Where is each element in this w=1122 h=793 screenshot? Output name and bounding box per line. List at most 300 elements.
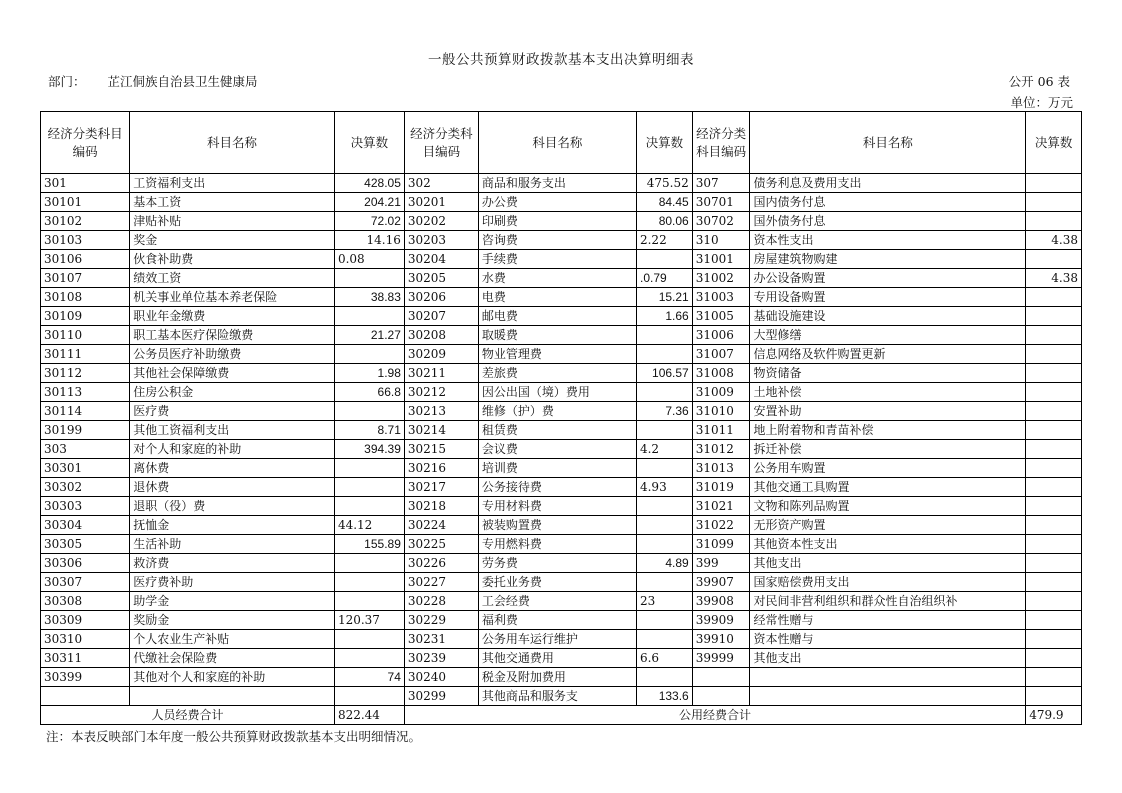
cell-amount <box>636 345 692 364</box>
cell-code: 310 <box>692 231 750 250</box>
cell-amount: 475.52 <box>636 174 692 193</box>
cell-name: 专用燃料费 <box>478 535 636 554</box>
cell-code: 30206 <box>404 288 478 307</box>
cell-name: 手续费 <box>478 250 636 269</box>
cell-amount: 204.21 <box>334 193 404 212</box>
table-row <box>41 630 1082 649</box>
cell-name: 物资储备 <box>750 364 1026 383</box>
cell-code: 30211 <box>404 364 478 383</box>
cell-code: 31022 <box>692 516 750 535</box>
cell-amount <box>334 459 404 478</box>
cell-code: 30109 <box>41 307 130 326</box>
cell-name: 伙食补助费 <box>130 250 335 269</box>
cell-name: 医疗费 <box>130 402 335 421</box>
cell-amount <box>636 421 692 440</box>
table-row <box>41 573 1082 592</box>
cell-name: 国内债务付息 <box>750 193 1026 212</box>
cell-name: 资本性支出 <box>750 231 1026 250</box>
cell-amount <box>636 459 692 478</box>
cell-code: 31001 <box>692 250 750 269</box>
cell-amount <box>334 402 404 421</box>
cell-code: 31099 <box>692 535 750 554</box>
cell-name: 离休费 <box>130 459 335 478</box>
cell-amount: 14.16 <box>334 231 404 250</box>
cell-code: 30216 <box>404 459 478 478</box>
unit-label: 单位：万元 <box>1010 95 1073 110</box>
cell-code: 31006 <box>692 326 750 345</box>
personnel-total-value: 822.44 <box>334 706 404 725</box>
cell-code: 30199 <box>41 421 130 440</box>
cell-amount: 23 <box>636 592 692 611</box>
table-row <box>41 687 1082 706</box>
cell-amount <box>334 554 404 573</box>
cell-amount <box>1026 649 1082 668</box>
cell-code: 31002 <box>692 269 750 288</box>
table-row <box>41 193 1082 212</box>
cell-name: 其他资本性支出 <box>750 535 1026 554</box>
column-header: 经济分类科目编码 <box>692 112 750 174</box>
cell-name: 拆迁补偿 <box>750 440 1026 459</box>
cell-name: 其他社会保障缴费 <box>130 364 335 383</box>
cell-code: 31019 <box>692 478 750 497</box>
cell-code: 30229 <box>404 611 478 630</box>
cell-code: 31013 <box>692 459 750 478</box>
cell-name: 津贴补贴 <box>130 212 335 231</box>
column-header: 决算数 <box>1026 112 1082 174</box>
cell-code: 39910 <box>692 630 750 649</box>
cell-code: 30305 <box>41 535 130 554</box>
table-row <box>41 478 1082 497</box>
cell-code: 30212 <box>404 383 478 402</box>
cell-code: 30301 <box>41 459 130 478</box>
table-row <box>41 383 1082 402</box>
cell-amount: 428.05 <box>334 174 404 193</box>
department-label: 部门： <box>48 74 86 89</box>
cell-amount <box>1026 573 1082 592</box>
cell-name: 抚恤金 <box>130 516 335 535</box>
cell-name: 劳务费 <box>478 554 636 573</box>
cell-amount <box>334 497 404 516</box>
cell-amount: 72.02 <box>334 212 404 231</box>
cell-name: 生活补助 <box>130 535 335 554</box>
cell-amount <box>334 345 404 364</box>
cell-code: 30113 <box>41 383 130 402</box>
cell-name: 办公费 <box>478 193 636 212</box>
public-total-label: 公用经费合计 <box>404 706 1025 725</box>
cell-amount: 15.21 <box>636 288 692 307</box>
table-body <box>41 174 1082 706</box>
table-row <box>41 231 1082 250</box>
cell-code: 30308 <box>41 592 130 611</box>
cell-amount <box>636 516 692 535</box>
cell-name: 房屋建筑物购建 <box>750 250 1026 269</box>
cell-name: 退休费 <box>130 478 335 497</box>
column-header: 经济分类科目编码 <box>41 112 130 174</box>
cell-name: 邮电费 <box>478 307 636 326</box>
cell-name: 其他工资福利支出 <box>130 421 335 440</box>
cell-amount <box>1026 554 1082 573</box>
cell-amount: 4.38 <box>1026 269 1082 288</box>
table-row <box>41 421 1082 440</box>
public-total-value: 479.9 <box>1026 706 1082 725</box>
cell-code: 30107 <box>41 269 130 288</box>
cell-name: 被装购置费 <box>478 516 636 535</box>
table-row <box>41 497 1082 516</box>
cell-amount <box>1026 326 1082 345</box>
cell-name: 基本工资 <box>130 193 335 212</box>
cell-name <box>750 687 1026 706</box>
cell-code: 31005 <box>692 307 750 326</box>
cell-amount: 106.57 <box>636 364 692 383</box>
cell-name: 专用材料费 <box>478 497 636 516</box>
cell-code: 30203 <box>404 231 478 250</box>
cell-code: 30207 <box>404 307 478 326</box>
table-row <box>41 269 1082 288</box>
cell-name: 其他交通费用 <box>478 649 636 668</box>
cell-code: 30304 <box>41 516 130 535</box>
cell-name: 安置补助 <box>750 402 1026 421</box>
table-row <box>41 649 1082 668</box>
cell-amount: 4.2 <box>636 440 692 459</box>
cell-code: 30307 <box>41 573 130 592</box>
cell-code: 30218 <box>404 497 478 516</box>
cell-name: 办公设备购置 <box>750 269 1026 288</box>
cell-name: 水费 <box>478 269 636 288</box>
cell-amount: 80.06 <box>636 212 692 231</box>
cell-name: 医疗费补助 <box>130 573 335 592</box>
table-row <box>41 402 1082 421</box>
column-header: 经济分类科目编码 <box>404 112 478 174</box>
cell-name: 个人农业生产补贴 <box>130 630 335 649</box>
cell-name: 公务员医疗补助缴费 <box>130 345 335 364</box>
cell-name: 土地补偿 <box>750 383 1026 402</box>
cell-name: 公务用车运行维护 <box>478 630 636 649</box>
totals-row <box>41 706 1082 725</box>
cell-name: 福利费 <box>478 611 636 630</box>
cell-name: 工会经费 <box>478 592 636 611</box>
cell-code: 30302 <box>41 478 130 497</box>
cell-amount <box>1026 497 1082 516</box>
cell-name: 租赁费 <box>478 421 636 440</box>
cell-name: 经常性赠与 <box>750 611 1026 630</box>
personnel-total-label: 人员经费合计 <box>41 706 335 725</box>
cell-code: 31010 <box>692 402 750 421</box>
cell-amount <box>1026 459 1082 478</box>
cell-code: 30303 <box>41 497 130 516</box>
cell-code: 30299 <box>404 687 478 706</box>
header-row <box>41 112 1082 174</box>
cell-name: 债务利息及费用支出 <box>750 174 1026 193</box>
cell-amount <box>334 307 404 326</box>
cell-amount: 8.71 <box>334 421 404 440</box>
cell-amount: 74 <box>334 668 404 687</box>
cell-amount <box>334 687 404 706</box>
cell-amount <box>1026 402 1082 421</box>
cell-code: 30102 <box>41 212 130 231</box>
cell-code: 30106 <box>41 250 130 269</box>
cell-name: 奖励金 <box>130 611 335 630</box>
table-row <box>41 174 1082 193</box>
cell-name: 住房公积金 <box>130 383 335 402</box>
cell-code: 31007 <box>692 345 750 364</box>
cell-amount <box>636 497 692 516</box>
cell-code: 30217 <box>404 478 478 497</box>
cell-name: 咨询费 <box>478 231 636 250</box>
cell-code: 31021 <box>692 497 750 516</box>
table-row <box>41 345 1082 364</box>
cell-code: 30108 <box>41 288 130 307</box>
cell-code: 307 <box>692 174 750 193</box>
cell-code: 30112 <box>41 364 130 383</box>
cell-name: 大型修缮 <box>750 326 1026 345</box>
cell-amount: 66.8 <box>334 383 404 402</box>
cell-code: 30701 <box>692 193 750 212</box>
cell-amount: 1.66 <box>636 307 692 326</box>
cell-code: 30114 <box>41 402 130 421</box>
cell-name: 取暖费 <box>478 326 636 345</box>
cell-amount <box>1026 250 1082 269</box>
cell-name: 资本性赠与 <box>750 630 1026 649</box>
cell-name: 救济费 <box>130 554 335 573</box>
table-row <box>41 459 1082 478</box>
cell-amount <box>636 630 692 649</box>
cell-amount: 4.89 <box>636 554 692 573</box>
cell-name: 地上附着物和青苗补偿 <box>750 421 1026 440</box>
cell-amount <box>636 250 692 269</box>
expenditure-table <box>40 111 1082 725</box>
cell-code: 30215 <box>404 440 478 459</box>
cell-code: 30213 <box>404 402 478 421</box>
cell-amount: 6.6 <box>636 649 692 668</box>
cell-amount <box>334 269 404 288</box>
cell-code: 31012 <box>692 440 750 459</box>
table-row <box>41 554 1082 573</box>
cell-name: 物业管理费 <box>478 345 636 364</box>
table-row <box>41 668 1082 687</box>
cell-amount <box>1026 687 1082 706</box>
column-header: 科目名称 <box>130 112 335 174</box>
cell-amount <box>1026 174 1082 193</box>
cell-amount: 7.36 <box>636 402 692 421</box>
cell-amount <box>1026 611 1082 630</box>
cell-code: 30228 <box>404 592 478 611</box>
cell-name: 商品和服务支出 <box>478 174 636 193</box>
cell-amount <box>1026 478 1082 497</box>
table-row <box>41 326 1082 345</box>
cell-name: 职业年金缴费 <box>130 307 335 326</box>
cell-name: 职工基本医疗保险缴费 <box>130 326 335 345</box>
cell-name: 其他对个人和家庭的补助 <box>130 668 335 687</box>
cell-name: 维修（护）费 <box>478 402 636 421</box>
column-header: 决算数 <box>636 112 692 174</box>
cell-code: 31011 <box>692 421 750 440</box>
cell-amount: 38.83 <box>334 288 404 307</box>
department-name: 芷江侗族自治县卫生健康局 <box>107 74 258 89</box>
cell-code: 30310 <box>41 630 130 649</box>
cell-amount: 0.08 <box>334 250 404 269</box>
cell-code: 30110 <box>41 326 130 345</box>
cell-amount: 2.22 <box>636 231 692 250</box>
cell-amount <box>636 383 692 402</box>
cell-name: 培训费 <box>478 459 636 478</box>
cell-code: 301 <box>41 174 130 193</box>
cell-name: 代缴社会保险费 <box>130 649 335 668</box>
cell-name: 对个人和家庭的补助 <box>130 440 335 459</box>
cell-code: 39999 <box>692 649 750 668</box>
cell-name: 绩效工资 <box>130 269 335 288</box>
cell-code: 30231 <box>404 630 478 649</box>
cell-amount <box>636 326 692 345</box>
table-row <box>41 440 1082 459</box>
cell-code: 30239 <box>404 649 478 668</box>
cell-name: 电费 <box>478 288 636 307</box>
cell-code <box>692 668 750 687</box>
cell-amount <box>1026 630 1082 649</box>
cell-amount <box>334 630 404 649</box>
cell-code: 30225 <box>404 535 478 554</box>
cell-name <box>130 687 335 706</box>
cell-code: 30226 <box>404 554 478 573</box>
cell-code: 30209 <box>404 345 478 364</box>
cell-code: 30311 <box>41 649 130 668</box>
cell-name: 税金及附加费用 <box>478 668 636 687</box>
cell-amount <box>334 573 404 592</box>
page-title: 一般公共预算财政拨款基本支出决算明细表 <box>428 52 694 68</box>
cell-code <box>692 687 750 706</box>
cell-name: 差旅费 <box>478 364 636 383</box>
cell-amount: .0.79 <box>636 269 692 288</box>
cell-code: 302 <box>404 174 478 193</box>
cell-amount: 4.38 <box>1026 231 1082 250</box>
cell-name: 对民间非营利组织和群众性自治组织补 <box>750 592 1026 611</box>
cell-amount: 84.45 <box>636 193 692 212</box>
cell-code: 30202 <box>404 212 478 231</box>
cell-name: 文物和陈列品购置 <box>750 497 1026 516</box>
cell-amount <box>1026 668 1082 687</box>
cell-code: 30240 <box>404 668 478 687</box>
cell-amount: 4.93 <box>636 478 692 497</box>
cell-name <box>750 668 1026 687</box>
cell-amount <box>334 649 404 668</box>
cell-amount: 44.12 <box>334 516 404 535</box>
table-row <box>41 535 1082 554</box>
cell-code: 30214 <box>404 421 478 440</box>
cell-name: 基础设施建设 <box>750 307 1026 326</box>
cell-code: 30224 <box>404 516 478 535</box>
cell-code: 30101 <box>41 193 130 212</box>
department-line <box>48 72 280 90</box>
cell-name: 国家赔偿费用支出 <box>750 573 1026 592</box>
cell-code: 31003 <box>692 288 750 307</box>
cell-amount: 394.39 <box>334 440 404 459</box>
cell-code: 39909 <box>692 611 750 630</box>
cell-amount <box>334 478 404 497</box>
cell-amount <box>1026 307 1082 326</box>
cell-name: 印刷费 <box>478 212 636 231</box>
table-row <box>41 364 1082 383</box>
footnote: 注：本表反映部门本年度一般公共预算财政拨款基本支出明细情况。 <box>46 729 422 744</box>
cell-code: 30306 <box>41 554 130 573</box>
cell-code: 30309 <box>41 611 130 630</box>
cell-code: 30103 <box>41 231 130 250</box>
cell-code: 30204 <box>404 250 478 269</box>
cell-amount <box>1026 364 1082 383</box>
form-number: 公开 06 表 <box>1008 74 1070 89</box>
column-header: 决算数 <box>334 112 404 174</box>
cell-code: 39907 <box>692 573 750 592</box>
cell-amount <box>1026 383 1082 402</box>
cell-amount <box>1026 288 1082 307</box>
cell-amount <box>636 573 692 592</box>
cell-name: 因公出国（境）费用 <box>478 383 636 402</box>
cell-name: 其他交通工具购置 <box>750 478 1026 497</box>
cell-name: 国外债务付息 <box>750 212 1026 231</box>
table-row <box>41 592 1082 611</box>
cell-code: 30702 <box>692 212 750 231</box>
cell-name: 无形资产购置 <box>750 516 1026 535</box>
cell-code: 30399 <box>41 668 130 687</box>
cell-amount <box>1026 421 1082 440</box>
cell-amount <box>334 592 404 611</box>
cell-amount: 120.37 <box>334 611 404 630</box>
cell-amount <box>1026 516 1082 535</box>
cell-code: 30205 <box>404 269 478 288</box>
cell-code: 39908 <box>692 592 750 611</box>
cell-code: 31008 <box>692 364 750 383</box>
cell-code: 31009 <box>692 383 750 402</box>
cell-name: 其他支出 <box>750 554 1026 573</box>
cell-code: 30227 <box>404 573 478 592</box>
cell-amount <box>1026 592 1082 611</box>
cell-amount: 21.27 <box>334 326 404 345</box>
cell-code: 30111 <box>41 345 130 364</box>
cell-code: 399 <box>692 554 750 573</box>
cell-code: 30201 <box>404 193 478 212</box>
cell-amount <box>1026 193 1082 212</box>
cell-amount <box>1026 212 1082 231</box>
cell-name: 奖金 <box>130 231 335 250</box>
table-row <box>41 307 1082 326</box>
cell-name: 信息网络及软件购置更新 <box>750 345 1026 364</box>
cell-name: 其他支出 <box>750 649 1026 668</box>
table-row <box>41 212 1082 231</box>
cell-name: 会议费 <box>478 440 636 459</box>
cell-amount <box>636 611 692 630</box>
cell-amount <box>636 668 692 687</box>
cell-code: 30208 <box>404 326 478 345</box>
cell-name: 退职（役）费 <box>130 497 335 516</box>
cell-amount: 155.89 <box>334 535 404 554</box>
cell-code <box>41 687 130 706</box>
cell-amount <box>1026 440 1082 459</box>
cell-amount <box>1026 535 1082 554</box>
table-row <box>41 611 1082 630</box>
table-row <box>41 288 1082 307</box>
cell-name: 其他商品和服务支 <box>478 687 636 706</box>
cell-amount <box>636 535 692 554</box>
cell-code: 303 <box>41 440 130 459</box>
cell-amount: 133.6 <box>636 687 692 706</box>
column-header: 科目名称 <box>478 112 636 174</box>
cell-name: 助学金 <box>130 592 335 611</box>
cell-name: 委托业务费 <box>478 573 636 592</box>
cell-name: 公务接待费 <box>478 478 636 497</box>
table-row <box>41 250 1082 269</box>
cell-name: 工资福利支出 <box>130 174 335 193</box>
cell-amount: 1.98 <box>334 364 404 383</box>
cell-name: 机关事业单位基本养老保险 <box>130 288 335 307</box>
cell-name: 公务用车购置 <box>750 459 1026 478</box>
